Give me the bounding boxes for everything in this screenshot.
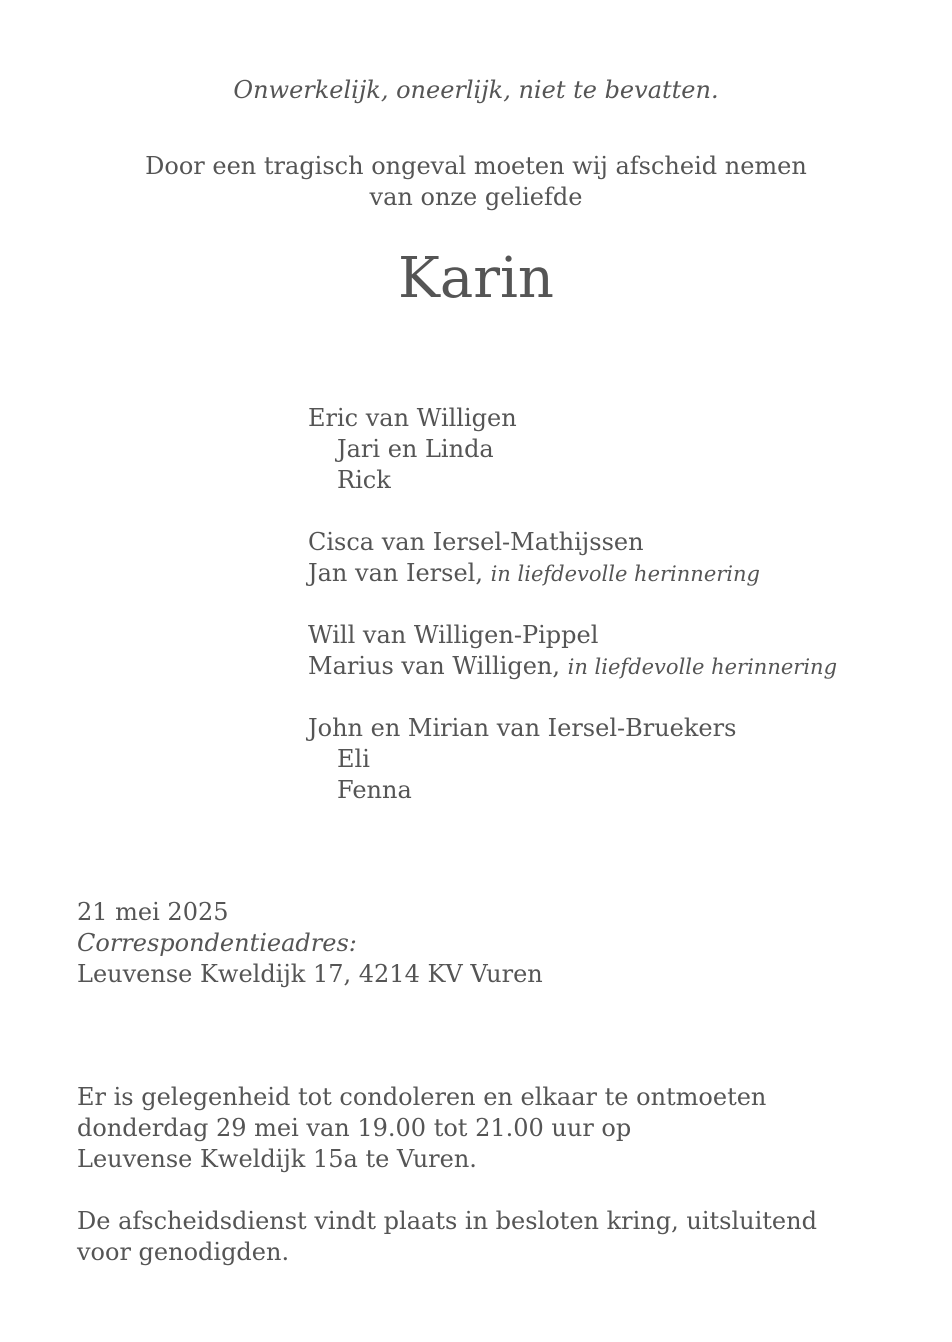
family-member: John en Mirian van Iersel-Bruekers bbox=[308, 714, 737, 742]
family-member-remembered bbox=[308, 651, 837, 682]
condolence-line-3: Leuvense Kweldijk 15a te Vuren. bbox=[77, 1145, 477, 1173]
family-group-1 bbox=[308, 403, 837, 496]
family-child: Rick bbox=[337, 466, 391, 494]
condolence-info bbox=[77, 1082, 766, 1175]
condolence-line-1: Er is gelegenheid tot condoleren en elkaar te ontmoeten bbox=[77, 1083, 767, 1111]
remembered-name: Jan van Iersel, bbox=[308, 559, 483, 587]
intro-line-2: van onze geliefde bbox=[369, 183, 583, 211]
family-child: Eli bbox=[337, 745, 370, 773]
family-group-4 bbox=[308, 713, 837, 806]
family-member: Eric van Willigen bbox=[308, 404, 517, 432]
remembrance-note: in liefdevolle herinnering bbox=[490, 562, 760, 586]
condolence-line-2: donderdag 29 mei van 19.00 tot 21.00 uur op bbox=[77, 1114, 632, 1142]
intro-line-1: Door een tragisch ongeval moeten wij afscheid nemen bbox=[145, 152, 807, 180]
deceased-name: Karin bbox=[398, 246, 554, 311]
correspondence-address: Leuvense Kweldijk 17, 4214 KV Vuren bbox=[77, 960, 543, 988]
address-label: Correspondentieadres: bbox=[77, 929, 357, 957]
family-member: Will van Willigen-Pippel bbox=[308, 621, 599, 649]
family-list bbox=[308, 403, 837, 806]
remembered-name: Marius van Willigen, bbox=[308, 652, 560, 680]
family-member-remembered bbox=[308, 558, 837, 589]
remembrance-note: in liefdevolle herinnering bbox=[567, 655, 838, 679]
family-child: Jari en Linda bbox=[337, 435, 494, 463]
motto: Onwerkelijk, oneerlijk, niet te bevatten. bbox=[233, 76, 719, 104]
announcement-date: 21 mei 2025 bbox=[77, 898, 229, 926]
family-group-3 bbox=[308, 620, 837, 682]
family-member: Cisca van Iersel-Mathijssen bbox=[308, 528, 644, 556]
correspondence-info bbox=[77, 897, 543, 990]
family-group-2 bbox=[308, 527, 837, 589]
family-child: Fenna bbox=[337, 776, 412, 804]
intro-text bbox=[0, 151, 952, 213]
service-info: De afscheidsdienst vindt plaats in besloten kring, uitsluitend voor genodigden. bbox=[77, 1207, 817, 1266]
